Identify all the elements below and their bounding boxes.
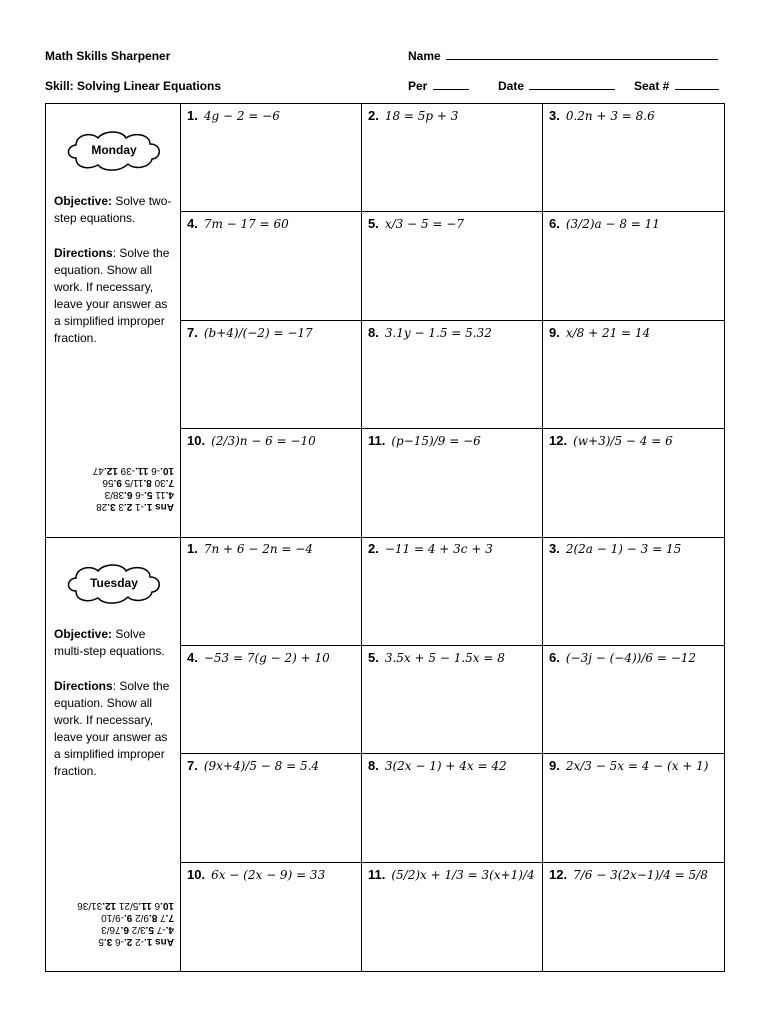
monday-day-label: Monday [91, 143, 137, 157]
seat-field[interactable] [634, 79, 719, 93]
problem-cell[interactable]: 11. (p−15)/9 = −6 [362, 429, 543, 537]
directions-label: Directions [54, 246, 113, 260]
problem-cell[interactable]: 12. 7/6 − 3(2x−1)/4 = 5/8 [549, 866, 708, 882]
monday-problem-grid [181, 104, 725, 537]
tuesday-problem-grid [181, 537, 725, 971]
problem-cell[interactable]: 9. x/8 + 21 = 14 [543, 321, 725, 429]
ans-title: Ans [155, 501, 174, 512]
name-field[interactable] [408, 49, 718, 63]
problem-cell[interactable]: 10. (2/3)n − 6 = −10 [181, 429, 362, 537]
worksheet-title: Math Skills Sharpener [45, 49, 171, 63]
date-label: Date [498, 79, 525, 93]
problem-cell[interactable]: 10. 6x − (2x − 9) = 33 [181, 863, 362, 972]
problem-cell[interactable]: 5. x/3 − 5 = −7 [362, 212, 543, 320]
objective-label: Objective: [54, 194, 113, 208]
problem-cell[interactable]: 7. (b+4)/(−2) = −17 [181, 321, 362, 429]
problem-cell[interactable]: 3. 0.2n + 3 = 8.6 [543, 104, 725, 212]
problem-cell[interactable]: 5. 3.5x + 5 − 1.5x = 8 [362, 646, 543, 755]
problem-cell[interactable]: 11. (5/2)x + 1/3 = 3(x+1)/4 [362, 863, 543, 972]
per-label: Per [408, 79, 428, 93]
problem-cell[interactable]: 4. 7m − 17 = 60 [181, 212, 362, 320]
problem-cell[interactable]: 2. −11 = 4 + 3c + 3 [362, 537, 543, 646]
tuesday-info-panel [46, 537, 181, 971]
tuesday-objective [54, 626, 176, 660]
problem-cell[interactable]: 6. (−3j − (−4))/6 = −12 [543, 646, 725, 755]
directions-text: : Solve the equation. Show all work. If necessary, leave your answer as a simplified improper fraction. [54, 679, 170, 778]
per-blank[interactable] [433, 79, 469, 90]
problem-cell[interactable]: 7. (9x+4)/5 − 8 = 5.4 [181, 754, 362, 863]
directions-text: : Solve the equation. Show all work. If necessary, leave your answer as a simplified improper fraction. [54, 246, 170, 345]
problem-cell[interactable]: 8. 3.1y − 1.5 = 5.32 [362, 321, 543, 429]
tuesday-cloud [64, 561, 164, 605]
problem-cell[interactable]: 1. 4g − 2 = −6 [181, 104, 362, 212]
tuesday-answer-key: Ans 1.-2 2.-6 3.5 4.-7 5.3/2 6.76/3 7.7 8.9/2 9.-9/10 10.6 11.5/21 12.31/36 [77, 900, 174, 947]
ans-title: Ans [155, 936, 174, 947]
monday-section [46, 104, 725, 538]
seat-label: Seat # [634, 79, 670, 93]
problem-cell[interactable]: 6. (3/2)a − 8 = 11 [543, 212, 725, 320]
date-field[interactable] [498, 79, 615, 93]
name-blank[interactable] [446, 49, 718, 60]
problem-cell[interactable]: 3. 2(2a − 1) − 3 = 15 [543, 537, 725, 646]
problem-cell[interactable]: 12. (w+3)/5 − 4 = 6 [549, 432, 673, 448]
skill-label: Skill: Solving Linear Equations [45, 79, 222, 93]
directions-label: Directions [54, 679, 113, 693]
per-field[interactable] [408, 79, 469, 93]
name-label: Name [408, 49, 441, 63]
problem-cell[interactable]: 1. 7n + 6 − 2n = −4 [181, 537, 362, 646]
tuesday-day-label: Tuesday [90, 576, 138, 590]
worksheet-table [45, 103, 725, 972]
monday-directions [54, 245, 176, 347]
monday-answer-key: Ans 1.-1 2.3 3.28 4.11 5.-6 6.38/3 7.30 8.11/5 9.56 10.-6 11.-39 12.47 [92, 465, 174, 512]
monday-cloud [64, 128, 164, 172]
problem-cell[interactable]: 8. 3(2x − 1) + 4x = 42 [362, 754, 543, 863]
seat-blank[interactable] [675, 79, 719, 90]
monday-objective [54, 193, 176, 227]
monday-info-panel [46, 104, 181, 537]
problem-cell[interactable]: 4. −53 = 7(g − 2) + 10 [181, 646, 362, 755]
objective-label: Objective: [54, 627, 113, 641]
problem-cell[interactable]: 9. 2x/3 − 5x = 4 − (x + 1) [543, 754, 725, 863]
tuesday-section [46, 537, 725, 971]
problem-cell[interactable]: 2. 18 = 5p + 3 [362, 104, 543, 212]
tuesday-directions [54, 678, 176, 780]
objective-text: Solve multi-step equations. [54, 627, 165, 658]
date-blank[interactable] [529, 79, 615, 90]
objective-text: Solve two-step equations. [54, 194, 172, 225]
